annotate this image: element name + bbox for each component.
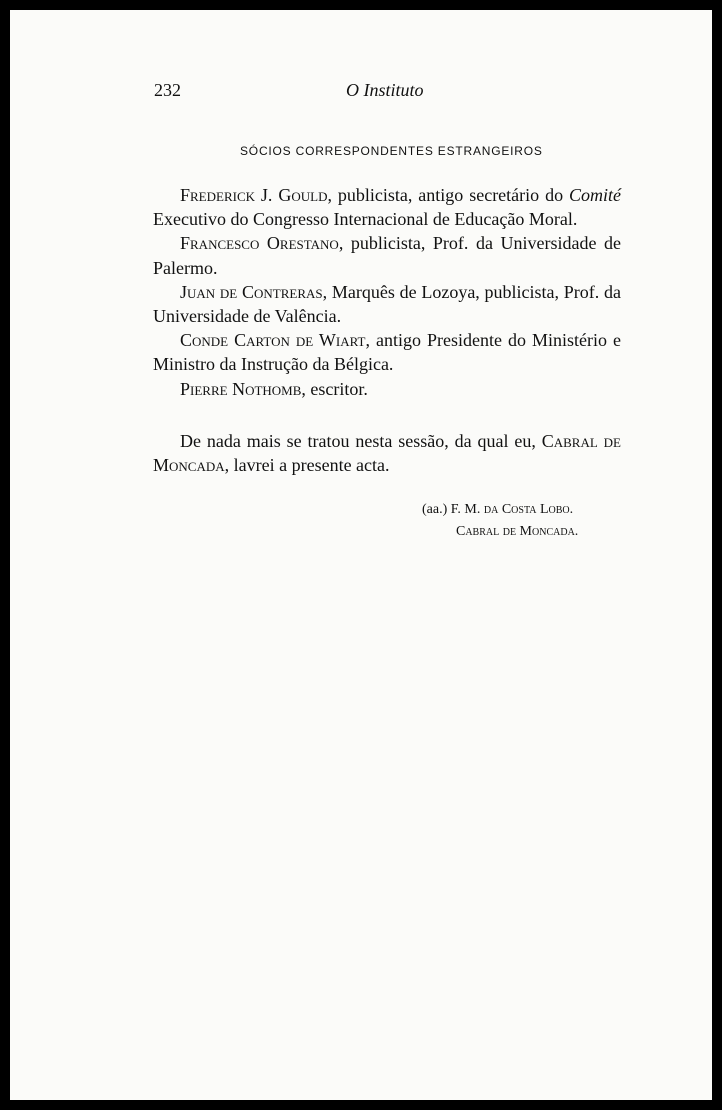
member-entry: [153, 328, 621, 376]
closing-paragraph: [153, 429, 621, 477]
member-entry: [153, 280, 621, 328]
member-description: , antigo Presidente do Ministério e Ministro da Instrução da Bélgica.: [153, 330, 621, 375]
running-title: O Instituto: [346, 80, 424, 100]
section-heading: SÓCIOS CORRESPONDENTES ESTRANGEIROS: [240, 144, 543, 158]
member-description: , publicista, Prof. da Universidade de Palermo.: [153, 233, 622, 278]
member-description: Executivo do Congresso Internacional de Educação Moral.: [153, 209, 578, 230]
member-entry: [153, 377, 621, 401]
member-entry: [153, 183, 621, 231]
member-name: Francesco Orestano: [180, 233, 339, 254]
page-number: 232: [154, 80, 181, 100]
closing-text: De nada mais se tratou nesta sessão, da qual eu,: [180, 431, 542, 451]
signature-name: F. M. da Costa Lobo.: [450, 502, 574, 517]
member-name: Conde Carton de Wiart: [180, 330, 366, 351]
member-name: Pierre Nothomb: [180, 378, 302, 399]
signature-prefix: (aa.): [422, 502, 451, 517]
member-entry: [153, 231, 621, 279]
member-list: [153, 183, 621, 401]
member-description: , Marquês de Lozoya, publicista, Prof. da Universidade de Valência.: [153, 281, 622, 327]
member-description: , publicista, antigo secretário do: [327, 185, 569, 205]
signature-line-1: [422, 502, 573, 518]
book-page: [10, 10, 712, 1100]
closing-text: , lavrei a presente acta.: [224, 455, 390, 476]
member-description: , escritor.: [301, 378, 368, 399]
member-description-emphasis: Comité: [569, 185, 621, 205]
member-name: Frederick J. Gould: [180, 185, 328, 205]
member-name: Juan de Contreras: [180, 281, 323, 302]
secretary-name: Cabral de Moncada: [153, 431, 621, 476]
signature-line-2: Cabral de Moncada.: [456, 524, 579, 539]
